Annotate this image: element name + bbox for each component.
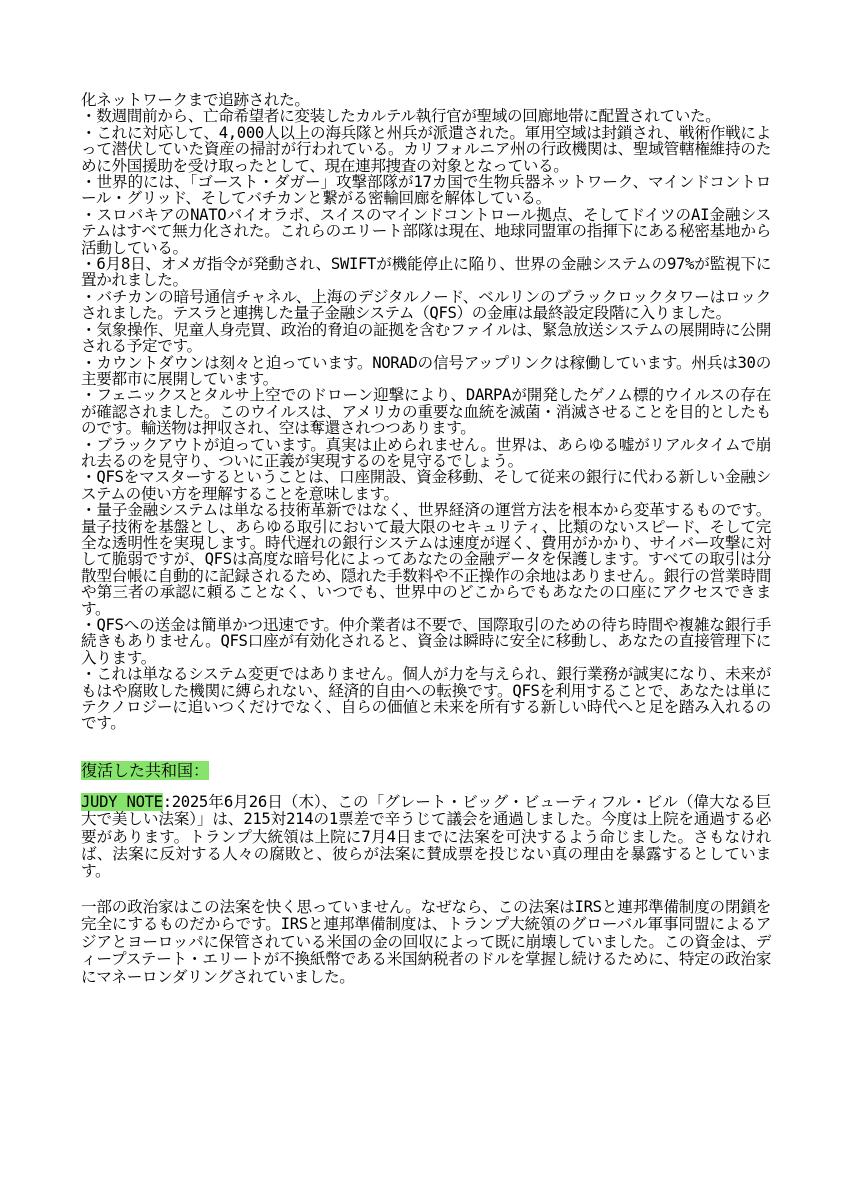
bullet-item: ・世界的には、「ゴースト・ダガー」攻撃部隊が17カ国で生物兵器ネットワーク、マインドコントロール・グリッド、そしてバチカンと繋がる密輸回廊を解体している。 xyxy=(81,173,771,208)
bullet-item: ・6月8日、オメガ指令が発動され、SWIFTが機能停止に陥り、世界の金融システムの97%が監視下に置かれました。 xyxy=(81,255,771,290)
bullet-item: ・気象操作、児童人身売買、政治的脅迫の証拠を含むファイルは、緊急放送システムの展開時に公開される予定です。 xyxy=(81,320,771,356)
bullet-item: ・これは単なるシステム変更ではありません。個人が力を与えられ、銀行業務が誠実になり、未来がもはや腐敗した機関に縛られない、経済的自由への転換です。QFSを利用することで、あなたは単にテクノロジーに追いつくだけでなく、自らの価値と未来を所有する新しい時代へと足を踏み入れるのです。 xyxy=(81,665,771,733)
bullet-item: ・量子金融システムは単なる技術革新ではなく、世界経済の運営方法を根本から変革するものです。量子技術を基盤とし、あらゆる取引において最大限のセキュリティ、比類のないスピード、そして完全な透明性を実現します。時代遅れの銀行システムは速度が遅く、費用がかかり、サイバー攻撃に対して脆弱ですが、QFSは高度な暗号化によってあなたの金融データを保護します。すべての取引は分散型台帳に自動的に記録されるため、隠れた手数料や不正操作の余地はありません。銀行の営業時間や第三者の承認に頼ることなく、いつでも、世界中のどこからでもあなたの口座にアクセスできます。 xyxy=(81,501,771,618)
section-heading-text: 復活した共和国： xyxy=(81,760,210,780)
bullet-item: ・カウントダウンは刻々と迫っています。NORADの信号アップリンクは稼働しています。州兵は30の主要都市に展開しています。 xyxy=(81,353,771,388)
bullet-item: 化ネットワークまで追跡された。 xyxy=(81,91,310,109)
judy-note xyxy=(81,794,771,881)
document-page xyxy=(81,92,771,986)
bullet-item: ・数週間前から、亡命希望者に変装したカルテル執行官が聖域の回廊地帯に配置されていた。 xyxy=(81,107,721,126)
bullet-item: ・フェニックスとタルサ上空でのドローン迎撃により、DARPAが開発したゲノム標的ウイルスの存在が確認されました。このウイルスは、アメリカの重要な血統を滅菌・消滅させることを目的としたものです。輸送物は押収され、空は奪還されつつあります。 xyxy=(81,386,771,438)
bullet-item: ・スロバキアのNATOバイオラボ、スイスのマインドコントロール拠点、そしてドイツのAI金融システムはすべて無力化された。これらのエリート部隊は現在、地球同盟軍の指揮下にある秘密基地から活動している。 xyxy=(81,205,771,257)
bullet-item: ・ブラックアウトが迫っています。真実は止められません。世界は、あらゆる嘘がリアルタイムで崩れ去るのを見守り、ついに正義が実現するのを見守るでしょう。 xyxy=(81,435,771,470)
bullet-list xyxy=(81,92,771,732)
note-label: JUDY NOTE xyxy=(81,792,163,811)
section-heading xyxy=(81,762,771,780)
bullet-item: ・QFSへの送金は簡単かつ迅速です。仲介業者は不要で、国際取引のための待ち時間や複雑な銀行手続きもありません。QFS口座が有効化されると、資金は瞬時に安全に移動し、あなたの直接管理下に入ります。 xyxy=(81,616,771,667)
note-text: :2025年6月26日（木）、この「グレート・ビッグ・ビューティフル・ビル（偉大なる巨大で美しい法案）」は、215対214の1票差で辛うじて議会を通過しました。今度は上院を通過する必要があります。トランプ大統領は上院に7月4日までに法案を可決するよう命じました。さもなければ、法案に反対する人々の腐敗と、彼らが法案に賛成票を投じない真の理由を暴露するとしています。 xyxy=(81,792,771,881)
section-paragraph: 一部の政治家はこの法案を快く思っていません。なぜなら、この法案はIRSと連邦準備制度の閉鎖を完全にするものだからです。IRSと連邦準備制度は、トランプ大統領のグローバル軍事同盟によるアジアとヨーロッパに保管されている米国の金の回収によって既に崩壊していました。この資金は、ディープステート・エリートが不換紙幣である米国納税者のドルを掌握し続けるために、特定の政治家にマネーロンダリングされていました。 xyxy=(81,897,771,986)
bullet-item: ・QFSをマスターするということは、口座開設、資金移動、そして従来の銀行に代わる新しい金融システムの使い方を理解することを意味します。 xyxy=(81,468,771,503)
bullet-item: ・これに対応して、4,000人以上の海兵隊と州兵が派遣された。軍用空域は封鎖され、戦術作戦によって潜伏していた資産の掃討が行われている。カリフォルニア州の行政機関は、聖域管轄権維持のために外国援助を受け取ったとして、現在連邦捜査の対象となっている。 xyxy=(81,123,771,175)
bullet-item: ・バチカンの暗号通信チャネル、上海のデジタルノード、ベルリンのブラックロックタワーはロックされました。テスラと連携した量子金融システム（QFS）の金庫は最終設定段階に入りました。 xyxy=(81,287,771,323)
